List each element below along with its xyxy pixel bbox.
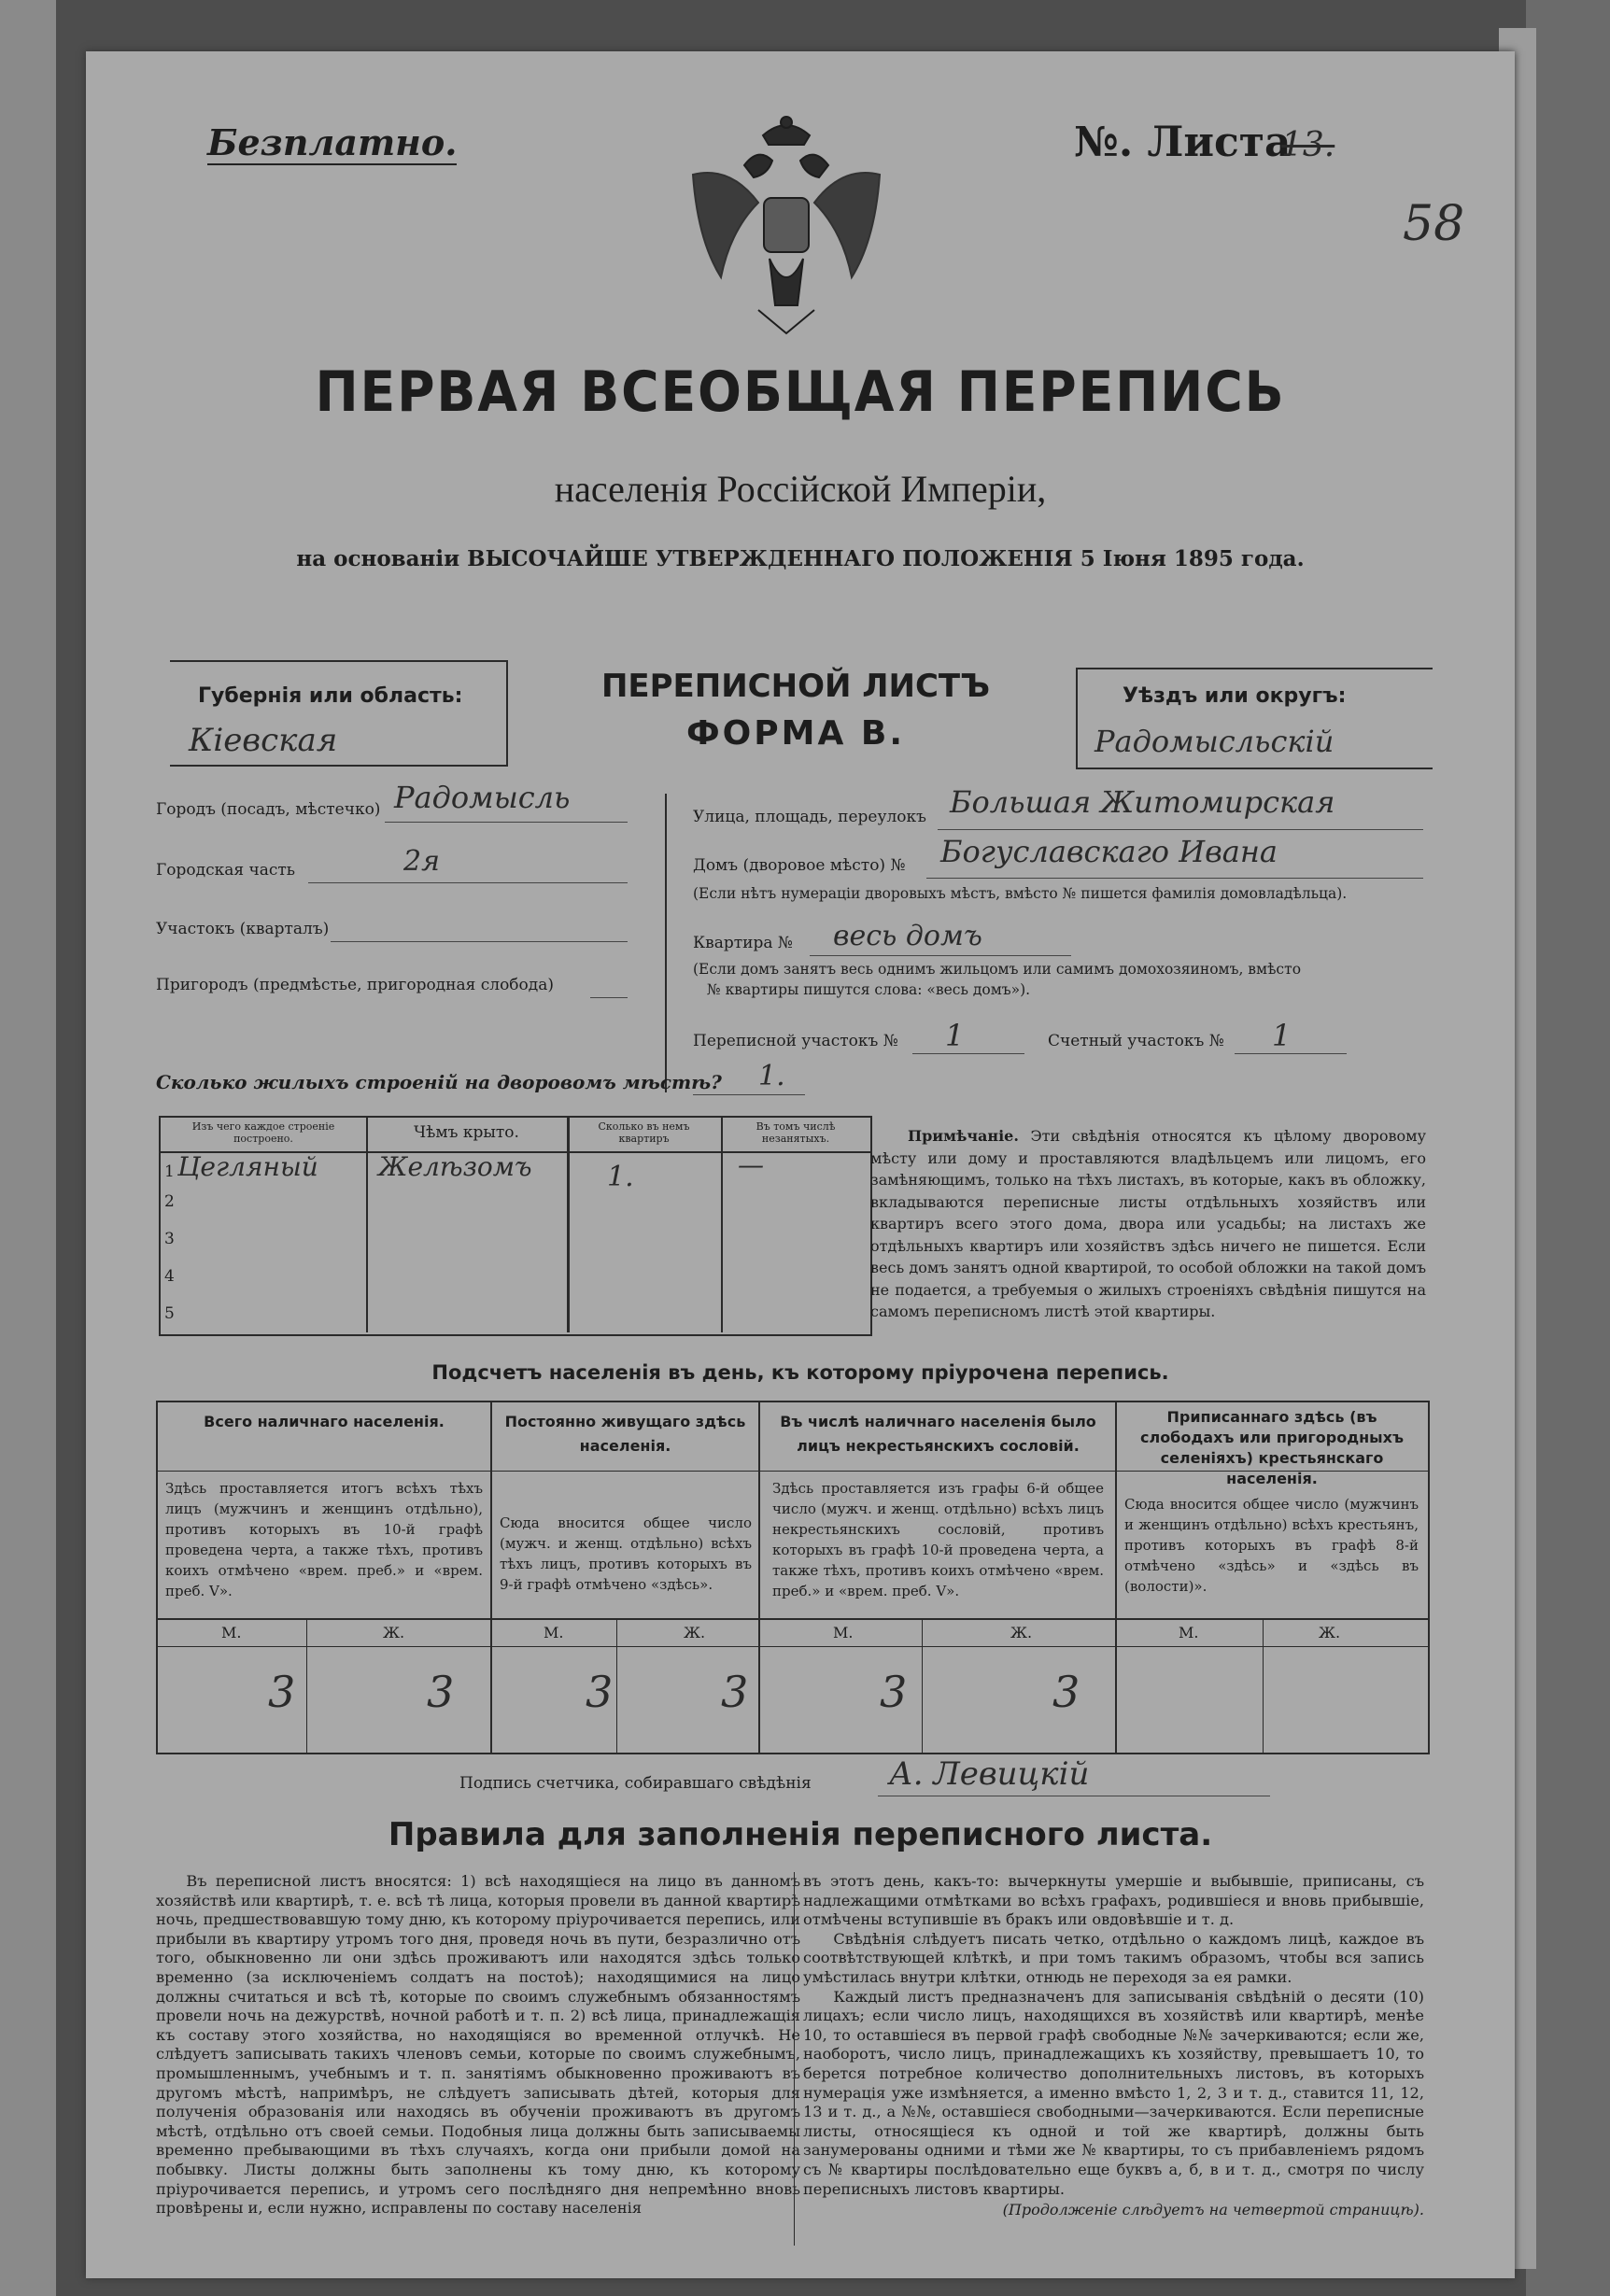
pop-col3-desc: Здѣсь проставляется изъ графы 6-й общее число (мужч. и женщ. отдѣльно) всѣхъ лицъ некрестьянскихъ сословій, противъ которыхъ въ графѣ 10-й проведена черта, а также тѣхъ, противъ коихъ отмѣчено «врем. преб.» и «врем. преб. V». (772, 1480, 1104, 1599)
form-heading: ПЕРЕПИСНОЙ ЛИСТЪ (600, 668, 991, 705)
adjacent-page-left (0, 0, 56, 2296)
note-text: Эти свѣдѣнія относятся къ цѣлому дворовому мѣсту или дому и проставляются владѣльцемъ или лицомъ, его замѣняющимъ, только на тѣхъ листахъ, въ которые, какъ въ обложку, вкладываются переписные листы отдѣльныхъ хозяйствъ или квартиръ всего этого дома, двора или усадьбы; на листахъ же отдѣльныхъ квартиръ или хозяйствъ здѣсь ничего не пишется. Если весь домъ занятъ одной квартирой, то особой обложки на такой домъ не подается, а требуемыя о жилыхъ строеніяхъ свѣдѣнія пишутся на самомъ переписномъ листѣ этой квартиры. (870, 1127, 1427, 1320)
pop-col1-f: 3 (427, 1667, 455, 1717)
form-name: ФОРМА В. (685, 714, 906, 753)
signature-label: Подпись счетчика, собиравшаго свѣдѣнія (459, 1774, 812, 1793)
pop-col4-desc: Сюда вносится общее число (мужчинъ и женщинъ отдѣльно) всѣхъ крестьянъ, противъ которыхъ въ графѣ 8-й отмѣчено «здѣсь» и «здѣсь въ (волости)». (1124, 1496, 1419, 1595)
background-right (1526, 0, 1610, 2296)
apartment-label: Квартира № (693, 934, 793, 952)
table-row: 2 (164, 1192, 175, 1211)
buildings-note (870, 1125, 1426, 1323)
table-row: 3 (164, 1230, 175, 1248)
apartment-note-1: (Если домъ занятъ весь однимъ жильцомъ или самимъ домохозяиномъ, вмѣсто (693, 961, 1302, 978)
rules-continued: (Продолженіе слѣдуетъ на четвертой страницѣ). (1002, 2201, 1424, 2219)
house-label: Домъ (дворовое мѣсто) № (693, 856, 906, 875)
note-title: Примѣчаніе. (908, 1127, 1019, 1145)
pop-col2-f: 3 (721, 1667, 749, 1717)
suburb-label: Пригородъ (предмѣстье, пригородная слобода) (156, 976, 555, 994)
uezd-value: Радомысльскій (1095, 724, 1335, 759)
district-label: Участокъ (кварталъ) (156, 920, 330, 938)
buildings-question: Сколько жилыхъ строеній на дворовомъ мѣстѣ? (156, 1071, 722, 1093)
city-value: Радомысль (394, 780, 571, 815)
count-area-label: Счетный участокъ № (1048, 1032, 1224, 1050)
city-part-value: 2я (403, 845, 440, 878)
imperial-eagle-emblem (674, 109, 898, 343)
census-title: ПЕРВАЯ ВСЕОБЩАЯ ПЕРЕПИСЬ (315, 359, 1286, 425)
census-sheet: Безплатно. №. Листа 13. 58 ПЕРВАЯ ВСЕОБЩАЯ ПЕРЕПИСЬ населенія Россійской Имперіи, на основаніи ВЫСОЧАЙШЕ УТВЕРЖДЕННАГО ПОЛОЖЕНІЯ 5 Іюня 1895 года. Губернія или область: Кіевская ПЕРЕПИСНОЙ ЛИСТЪ ФОРМА В. Уѣздъ или округъ: Радомысльскій Городъ (посадъ, мѣстечко) Радомысль Городская часть 2я Участокъ (кварталъ) Пригородъ (предмѣстье, пригородная слобода) Улица, площадь, переулокъ Большая Житомирская Домъ (дворовое мѣсто) № Богуславскаго Ивана (Если нѣтъ нумераціи дворовыхъ мѣстъ, вмѣсто № пишется фамилія домовладѣльца). Квартира № весь домъ (Если домъ занятъ весь однимъ жильцомъ или самимъ домохозяиномъ, вмѣсто № квартиры пишутся слова: «весь домъ»). Переписной участокъ № 1 Счетный участокъ № 1 Сколько жилыхъ строеній на дворовомъ мѣстѣ? 1. Изъ чего каждое строеніе построено. Чѣмъ крыто. Сколько въ немъ квартиръ Въ томъ числѣ незанятыхъ. 1 Цегляный Желѣзомъ 1. — 2 3 4 5 Примѣчаніе. Эти свѣдѣнія относятся къ цѣлому дворовому мѣсту или дому и проставляются владѣльцемъ или лицомъ, его замѣняющимъ, только на тѣхъ листахъ, въ которые, какъ въ обложку, вкладываются переписные листы отдѣльныхъ хозяйствъ или квартиръ всего этого дома, двора или усадьбы; на листахъ же отдѣльныхъ квартиръ или хозяйствъ здѣсь ничего не пишется. Если весь домъ занятъ одной квартирой, то особой обложки на такой домъ не подается, а требуемыя о жилыхъ строеніяхъ свѣдѣнія пишутся на самомъ переписномъ листѣ этой квартиры. Подсчетъ населенія въ день, къ которому пріурочена перепись. Всего наличнаго населенія. Здѣсь проставляется итогъ всѣхъ тѣхъ лицъ (мужчинъ и женщинъ отдѣльно), противъ которыхъ въ 10-й графѣ проведена черта, а также тѣхъ, противъ коихъ отмѣчено «врем. преб.» и «врем. преб. V». М. Ж. 3 3 Постоянно живущаго здѣсь населенія. Сюда вносится общее число (мужч. и женщ. отдѣльно) всѣхъ тѣхъ лицъ, противъ которыхъ въ 9-й графѣ отмѣчено «здѣсь». М. Ж. 3 3 Въ числѣ наличнаго населенія было лицъ некрестьянскихъ сословій. Здѣсь проставляется изъ графы 6-й общее число (мужч. и женщ. отдѣльно) всѣхъ лицъ некрестьянскихъ сословій, противъ которыхъ въ графѣ 10-й проведена черта, а также тѣхъ, противъ коихъ отмѣчено «врем. преб.» и «врем. преб. V». М. Ж. 3 3 Приписаннаго здѣсь (въ слободахъ или пригородныхъ селеніяхъ) крестьянскаго населенія. Сюда вносится общее число (мужчинъ и женщинъ отдѣльно) всѣхъ крестьянъ, противъ которыхъ въ графѣ 8-й отмѣчено «здѣсь» и «здѣсь въ (волости)». М. Ж. Подпись счетчика, собиравшаго свѣдѣнія А. Левицкій Правила для заполненія переписного листа. Въ переписной листъ вносятся: 1) всѣ находящіеся на лицо въ данномъ хозяйствѣ или квартирѣ, т. е. всѣ тѣ лица, которыя провели въ данной квартирѣ ночь, предшествовавшую тому дню, къ которому пріурочивается перепись, или прибыли въ квартиру утромъ того дня, проведя ночь въ пути, безразлично отъ того, обыкновенно ли они здѣсь проживаютъ или находятся здѣсь только временно (за исключеніемъ солдатъ на постоѣ); находящимися на лицо должны считаться и всѣ тѣ, которые по своимъ служебнымъ обязанностямъ провели ночь на дежурствѣ, ночной работѣ и т. п. 2) всѣ лица, принадлежащія къ составу этого хозяйства, но находящіяся во временной отлучкѣ. Не слѣдуетъ записывать такихъ членовъ семьи, которые по своимъ служебнымъ, промышленнымъ, учебнымъ и т. п. занятіямъ обыкновенно проживаютъ въ другомъ мѣстѣ, напримѣръ, не слѣдуетъ записывать дѣтей, которыя для полученія образованія или находясь въ обученіи проживаютъ въ другомъ мѣстѣ, отдѣльно отъ своей семьи. Подобныя лица должны быть записываемы временно пребывающими въ тѣхъ случаяхъ, когда они прибыли домой на побывку. Листы должны быть заполнены къ тому дню, къ которому пріурочивается перепись, и утромъ сего послѣдняго дня непремѣнно вновь провѣрены и, если нужно, исправлены по составу населенія въ этотъ день, какъ-то: вычеркнуты умершіе и выбывшіе, приписаны, съ надлежащими отмѣтками во всѣхъ графахъ, родившіеся и вновь прибывшіе, отмѣчены вступившіе въ бракъ или овдовѣвшіе и т. д. Свѣдѣнія слѣдуетъ писать четко, отдѣльно о каждомъ лицѣ, каждое въ соотвѣтствующей клѣткѣ, и при томъ такимъ образомъ, чтобы вся запись умѣстилась внутри клѣтки, отнюдь не переходя за ея рамки. Каждый листъ предназначенъ для записыванія свѣдѣній о десяти (10) лицахъ; если число лицъ, находящихся въ хозяйствѣ или квартирѣ, менѣе 10, то оставшіеся въ первой графѣ свободные №№ зачеркиваются; если же, наоборотъ, число лицъ, принадлежащихъ къ хозяйству, превышаетъ 10, то берется потребное количество дополнительныхъ листовъ, въ которыхъ нумерація уже измѣняется, а именно вмѣсто 1, 2, 3 и т. д., ставится 11, 12, 13 и т. д., а №№, оставшіеся свободными—зачеркиваются. Если переписные листы, относящіеся къ одной и той же квартирѣ, должны быть занумерованы одними и тѣми же № квартиры, то съ прибавленіемъ рядомъ съ № квартиры послѣдовательно еще буквъ а, б, в и т. д., смотря по числу переписныхъ листовъ квартиры. (Продолженіе слѣдуетъ на четвертой страницѣ). (86, 51, 1515, 2278)
census-basis: на основаніи ВЫСОЧАЙШЕ УТВЕРЖДЕННАГО ПОЛОЖЕНІЯ 5 Іюня 1895 года. (296, 546, 1305, 571)
table-row: 5 (164, 1304, 175, 1323)
rules-right: въ этотъ день, какъ-то: вычеркнуты умершіе и выбывшіе, приписаны, съ надлежащими отмѣтками во всѣхъ графахъ, родившіеся и вновь прибывшіе, отмѣчены вступившіе въ бракъ или овдовѣвшіе и т. д. Свѣдѣнія слѣдуетъ писать четко, отдѣльно о каждомъ лицѣ, каждое въ соотвѣтствующей клѣткѣ, и при томъ такимъ образомъ, чтобы вся запись умѣстилась внутри клѣтки, отнюдь не переходя за ея рамки. Каждый листъ предназначенъ для записыванія свѣдѣній о десяти (10) лицахъ; если число лицъ, находящихся въ хозяйствѣ или квартирѣ, менѣе 10, то оставшіеся въ первой графѣ свободные №№ зачеркиваются; если же, наоборотъ, число лицъ, принадлежащихъ къ хозяйству, превышаетъ 10, то берется потребное количество дополнительныхъ листовъ, въ которыхъ нумерація уже измѣняется, а именно вмѣсто 1, 2, 3 и т. д., ставится 11, 12, 13 и т. д., а №№, оставшіеся свободными—зачеркиваются. Если переписные листы, относящіеся къ одной и той же квартирѣ, должны быть занумерованы одними и тѣми же № квартиры, то съ прибавленіемъ рядомъ съ № квартиры послѣдовательно еще буквъ а, б, в и т. д., смотря по числу переписныхъ листовъ квартиры. (Продолженіе слѣдуетъ на четвертой страницѣ). (803, 1872, 1424, 2219)
col-material: Изъ чего каждое строеніе построено. (191, 1120, 335, 1145)
uezd-label: Уѣздъ или округъ: (1123, 684, 1347, 708)
table-row: 1 Цегляный Желѣзомъ 1. — (164, 1149, 764, 1193)
pop-col2-m: 3 (586, 1667, 614, 1717)
pop-col1-desc: Здѣсь проставляется итогъ всѣхъ тѣхъ лицъ (мужчинъ и женщинъ отдѣльно), противъ которыхъ въ 10-й графѣ проведена черта, а также тѣхъ, противъ коихъ отмѣчено «врем. преб.» и «врем. преб. V». (165, 1480, 483, 1599)
pop-col2-desc: Сюда вносится общее число (мужч. и женщ. отдѣльно) всѣхъ тѣхъ лицъ, противъ которыхъ въ 9-й графѣ отмѣчено «здѣсь». (500, 1514, 752, 1593)
house-note: (Если нѣтъ нумераціи дворовыхъ мѣстъ, вмѣсто № пишется фамилія домовладѣльца). (693, 885, 1348, 902)
pop-col4-head: Приписаннаго здѣсь (въ слободахъ или пригородныхъ селеніяхъ) крестьянскаго населенія. (1139, 1408, 1404, 1487)
census-area-label: Переписной участокъ № (693, 1032, 898, 1050)
street-value: Большая Житомирская (950, 784, 1335, 820)
street-label: Улица, площадь, переулокъ (693, 808, 926, 826)
pop-col3-f: 3 (1052, 1667, 1080, 1717)
table-row: 4 (164, 1267, 175, 1286)
house-value: Богуславскаго Ивана (940, 834, 1278, 869)
rules-title: Правила для заполненія переписного листа. (388, 1816, 1213, 1853)
free-label: Безплатно. (207, 121, 458, 163)
apartment-note-2: № квартиры пишутся слова: «весь домъ»). (707, 981, 1031, 998)
col-apartments: Сколько въ немъ квартиръ (598, 1120, 690, 1145)
guberniya-label: Губернія или область: (198, 684, 463, 708)
city-label: Городъ (посадъ, мѣстечко) (156, 800, 381, 819)
guberniya-value: Кіевская (189, 722, 338, 759)
apartment-value: весь домъ (833, 920, 982, 952)
rules-left-text: Въ переписной листъ вносятся: 1) всѣ находящіеся на лицо въ данномъ хозяйствѣ или квартирѣ, т. е. всѣ тѣ лица, которыя провели въ данной квартирѣ ночь, предшествовавшую тому дню, къ которому пріурочивается перепись, или прибыли въ квартиру утромъ того дня, проведя ночь въ пути, безразлично отъ того, обыкновенно ли они здѣсь проживаютъ или находятся здѣсь только временно (за исключеніемъ солдатъ на постоѣ); находящимися на лицо должны считаться и всѣ тѣ, которые по своимъ служебнымъ обязанностямъ провели ночь на дежурствѣ, ночной работѣ и т. п. 2) всѣ лица, принадлежащія къ составу этого хозяйства, но находящіяся во временной отлучкѣ. Не слѣдуетъ записывать такихъ членовъ семьи, которые по своимъ служебнымъ, промышленнымъ, учебнымъ и т. п. занятіямъ обыкновенно проживаютъ въ другомъ мѣстѣ, напримѣръ, не слѣдуетъ записывать дѣтей, которыя для полученія образованія или находясь въ обученіи проживаютъ въ другомъ мѣстѣ, отдѣльно отъ своей семьи. Подобныя лица должны быть записываемы временно пребывающими въ тѣхъ случаяхъ, когда они прибыли домой на побывку. Листы должны быть заполнены къ тому дню, къ которому пріурочивается перепись, и утромъ сего послѣдняго дня непремѣнно вновь провѣрены и, если нужно, исправлены по составу населенія (156, 1872, 800, 2218)
pop-col2-head: Постоянно живущаго здѣсь населенія. (504, 1413, 746, 1455)
census-subtitle: населенія Россійской Имперіи, (554, 468, 1047, 510)
pop-col1-head: Всего наличнаго населенія. (204, 1413, 445, 1430)
sheet-number-value: 13. (1281, 126, 1335, 164)
col-roof: Чѣмъ крыто. (414, 1123, 519, 1142)
count-area-value: 1 (1272, 1018, 1292, 1053)
signature-value: А. Левицкій (889, 1755, 1090, 1793)
pop-col3-m: 3 (880, 1667, 908, 1717)
sheet-number-label: №. Листа (1074, 119, 1292, 166)
pop-col1-m: 3 (268, 1667, 296, 1717)
buildings-answer: 1. (758, 1060, 785, 1092)
pop-col3-head: Въ числѣ наличнаго населенія было лицъ некрестьянскихъ сословій. (780, 1413, 1096, 1455)
population-title: Подсчетъ населенія въ день, къ которому пріурочена перепись. (431, 1361, 1169, 1384)
city-part-label: Городская часть (156, 861, 296, 880)
col-vacant: Въ томъ числѣ незанятыхъ. (756, 1120, 836, 1145)
archive-margin-number: 58 (1403, 196, 1465, 252)
census-area-value: 1 (945, 1018, 965, 1053)
